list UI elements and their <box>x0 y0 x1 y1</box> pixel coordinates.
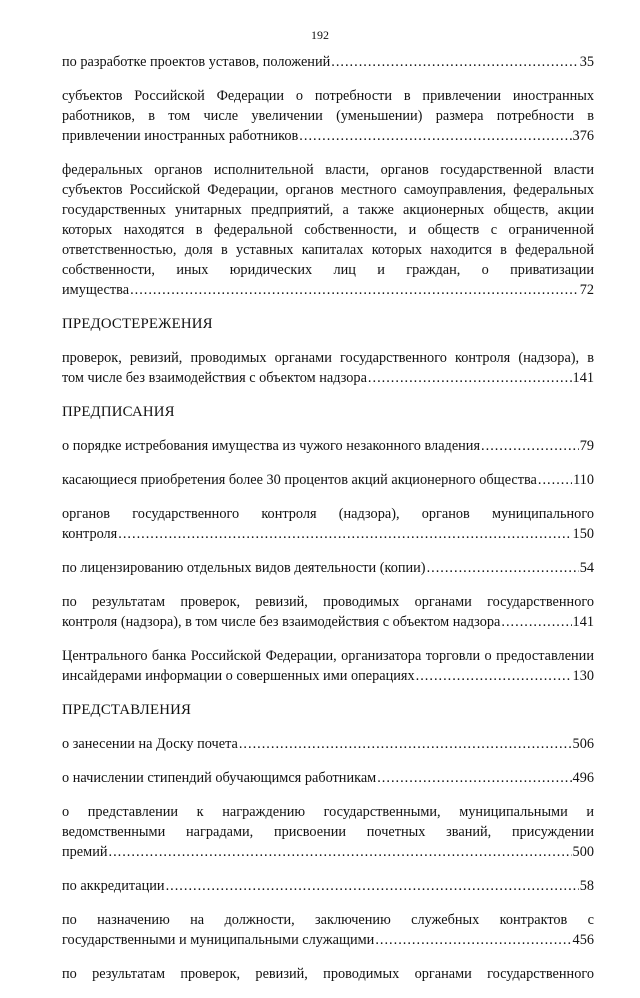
index-entry <box>62 910 594 950</box>
dot-leader <box>331 52 578 72</box>
index-entry <box>62 592 594 632</box>
entry-last-line <box>62 436 594 456</box>
index-entry <box>62 802 594 862</box>
entry-last-line <box>62 558 594 578</box>
dot-leader <box>416 666 572 686</box>
entry-text: проверок, ревизий, проводимых органами государственного контроля (надзора), в <box>62 350 594 366</box>
index-entry <box>62 558 594 578</box>
entry-last-line <box>62 470 594 490</box>
entry-page-number: 72 <box>579 282 594 298</box>
entry-text-end: по разработке проектов уставов, положений <box>62 54 331 70</box>
dot-leader <box>481 436 579 456</box>
entry-text: субъектов Российской Федерации о потребности в привлечении иностранных работников, в том числе увеличении (уменьшении) размера потребности в <box>62 88 594 124</box>
entry-text: о представлении к награждению государственными, муниципальными и ведомственными наградами, присвоении почетных званий, присуждении <box>62 804 594 840</box>
entry-text: федеральных органов исполнительной власти, органов государственной власти субъектов Российской Федерации, органов местного самоуправления, федеральных государственных унитарных предприятий, а также акционерных обществ, акции которых находятся в федеральной собственности, и обществ с ограниченной ответственностью, доля в уставных капиталах которых находится в федеральной собственности, иных юридических лиц и граждан, о приватизации <box>62 162 594 278</box>
index-entry <box>62 646 594 686</box>
entry-last-line <box>62 368 594 388</box>
section-heading: ПРЕДОСТЕРЕЖЕНИЯ <box>62 316 213 332</box>
entry-page-number: 58 <box>579 878 594 894</box>
entry-page-number: 79 <box>579 438 594 454</box>
entry-text-end: контроля <box>62 526 118 542</box>
entry-text-end: по лицензированию отдельных видов деятельности (копии) <box>62 560 426 576</box>
document-body <box>62 52 594 998</box>
entry-text-end: контроля (надзора), в том числе без взаимодействия с объектом надзора <box>62 614 501 630</box>
entry-text-end: том числе без взаимодействия с объектом надзора <box>62 370 367 386</box>
dot-leader <box>368 368 572 388</box>
entry-last-line <box>62 876 594 896</box>
entry-last-line <box>62 768 594 788</box>
dot-leader <box>239 734 572 754</box>
index-entry <box>62 52 594 72</box>
entry-text-end: имущества <box>62 282 130 298</box>
index-entry <box>62 86 594 146</box>
dot-leader <box>501 612 571 632</box>
dot-leader <box>377 768 571 788</box>
index-entry <box>62 436 594 456</box>
entry-last-line <box>62 930 594 950</box>
entry-text-end: о занесении на Доску почета <box>62 736 238 752</box>
entry-page-number: 150 <box>572 526 594 542</box>
entry-last-line <box>62 126 594 146</box>
dot-leader <box>109 842 572 862</box>
entry-page-number: 376 <box>572 128 594 144</box>
entry-text-end: государственными и муниципальными служащими <box>62 932 375 948</box>
entry-text: по назначению на должности, заключению служебных контрактов с <box>62 912 594 928</box>
entry-page-number: 456 <box>572 932 594 948</box>
index-entry <box>62 768 594 788</box>
dot-leader <box>118 524 571 544</box>
entry-last-line <box>62 842 594 862</box>
page-number: 192 <box>311 28 329 42</box>
entry-text: по результатам проверок, ревизий, проводимых органами государственного <box>62 966 594 982</box>
entry-page-number: 506 <box>572 736 594 752</box>
entry-page-number: 496 <box>572 770 594 786</box>
dot-leader <box>166 876 579 896</box>
dot-leader <box>427 558 579 578</box>
entry-last-line <box>62 612 594 632</box>
dot-leader <box>538 470 572 490</box>
index-entry <box>62 734 594 754</box>
entry-text: органов государственного контроля (надзора), органов муниципального <box>62 506 594 522</box>
entry-page-number: 130 <box>572 668 594 684</box>
dot-leader <box>130 280 579 300</box>
entry-page-number: 35 <box>579 54 594 70</box>
entry-last-line <box>62 734 594 754</box>
entry-last-line <box>62 666 594 686</box>
entry-text-end: касающиеся приобретения более 30 процентов акций акционерного общества <box>62 472 537 488</box>
index-entry <box>62 160 594 300</box>
entry-last-line <box>62 524 594 544</box>
entry-last-line <box>62 280 594 300</box>
entry-page-number: 141 <box>572 614 594 630</box>
section-heading: ПРЕДСТАВЛЕНИЯ <box>62 702 192 718</box>
index-entry <box>62 348 594 388</box>
section-heading: ПРЕДПИСАНИЯ <box>62 404 175 420</box>
entry-text-end: инсайдерами информации о совершенных ими операциях <box>62 668 415 684</box>
entry-text-end: о начислении стипендий обучающимся работникам <box>62 770 377 786</box>
entry-text-end: премий <box>62 844 108 860</box>
entry-last-line <box>62 52 594 72</box>
entry-text-end: о порядке истребования имущества из чужого незаконного владения <box>62 438 481 454</box>
dot-leader <box>299 126 571 146</box>
index-entry <box>62 964 594 984</box>
entry-page-number: 54 <box>579 560 594 576</box>
entry-page-number: 141 <box>572 370 594 386</box>
entry-text-end: привлечении иностранных работников <box>62 128 299 144</box>
entry-text: Центрального банка Российской Федерации, организатора торговли о предоставлении <box>62 648 594 664</box>
entry-page-number: 110 <box>573 472 594 488</box>
entry-text-end: по аккредитации <box>62 878 165 894</box>
index-entry <box>62 470 594 490</box>
index-entry <box>62 876 594 896</box>
entry-page-number: 500 <box>572 844 594 860</box>
dot-leader <box>375 930 571 950</box>
index-entry <box>62 504 594 544</box>
entry-text: по результатам проверок, ревизий, проводимых органами государственного <box>62 594 594 610</box>
